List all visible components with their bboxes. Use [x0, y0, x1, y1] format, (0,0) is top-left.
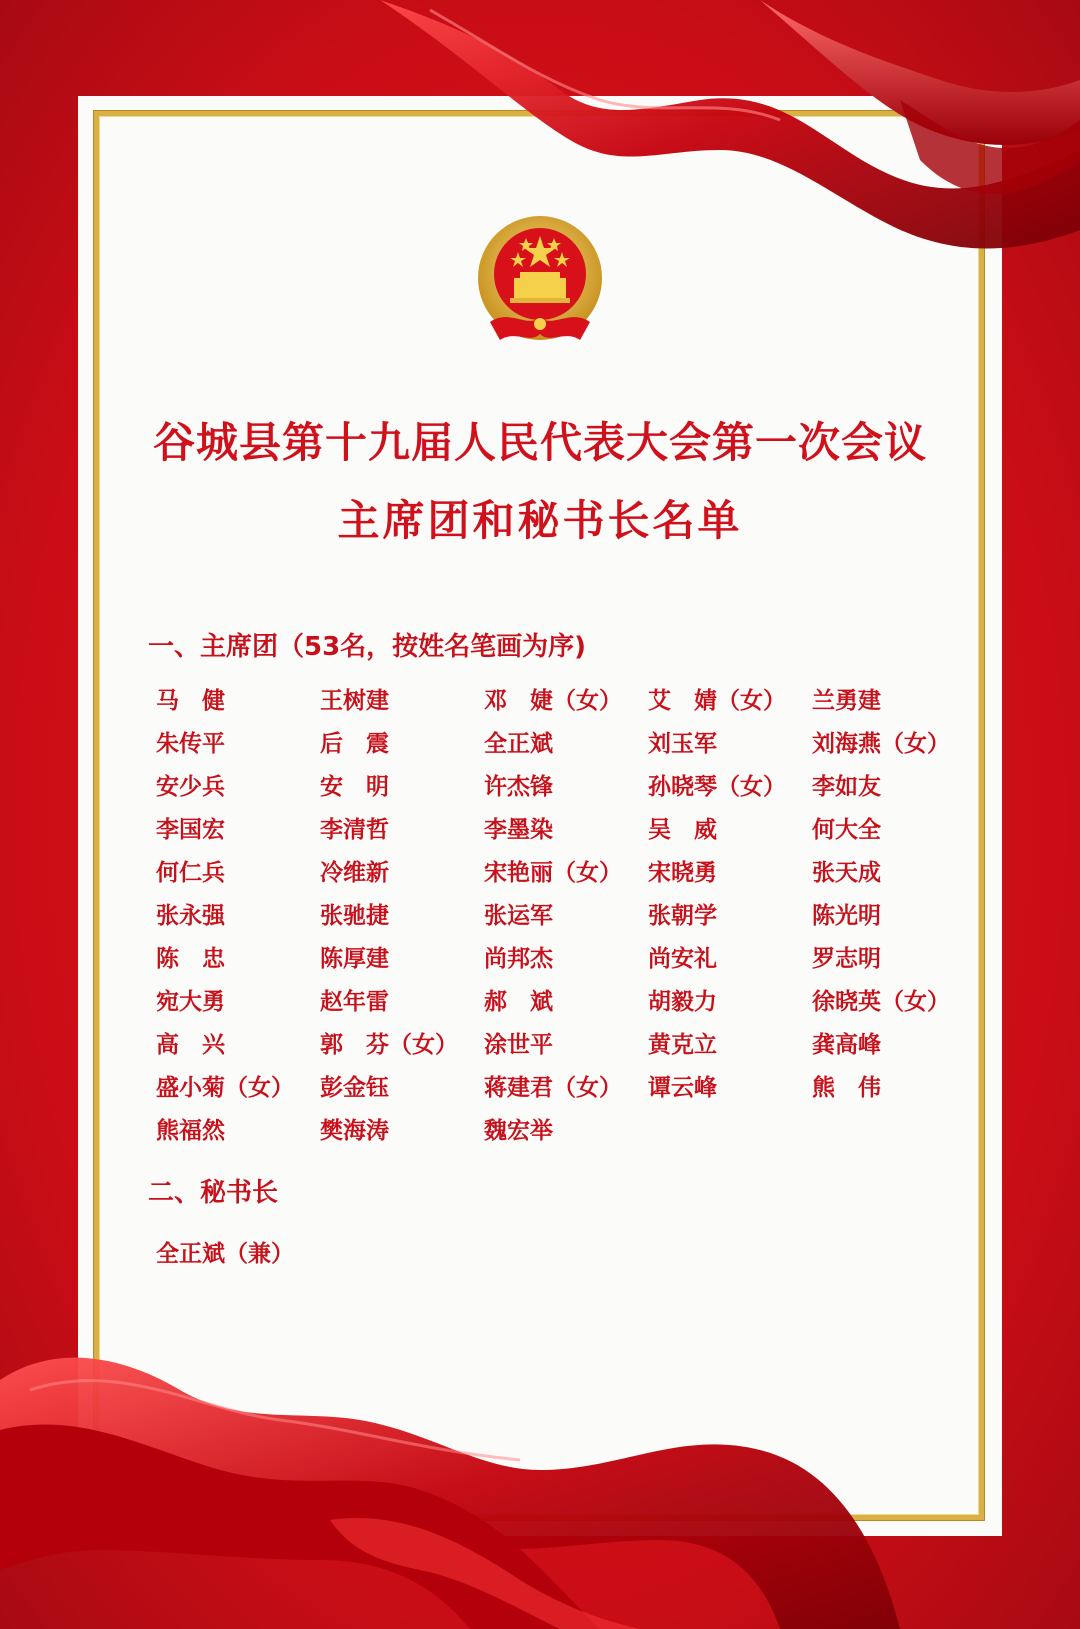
presidium-member: 陈 忠 — [156, 946, 225, 972]
presidium-member: 朱传平 — [156, 731, 225, 757]
ribbon-bottom-left — [0, 1320, 1080, 1629]
presidium-member: 邓 婕（女） — [484, 688, 622, 714]
presidium-member: 宛大勇 — [156, 989, 225, 1015]
document-title: 谷城县第十九届人民代表大会第一次会议 — [152, 418, 927, 467]
presidium-member: 宋艳丽（女） — [484, 860, 622, 886]
presidium-heading: 一、主席团（53名，按姓名笔画为序) — [148, 632, 587, 662]
secretary-name: 全正斌（兼） — [156, 1241, 294, 1267]
presidium-member: 尚安礼 — [648, 946, 717, 972]
presidium-member: 魏宏举 — [484, 1118, 553, 1144]
presidium-name-grid — [156, 686, 976, 1159]
presidium-member: 孙晓琴（女） — [648, 774, 786, 800]
secretary-heading: 二、秘书长 — [148, 1178, 279, 1208]
presidium-member: 涂世平 — [484, 1032, 553, 1058]
presidium-member: 安 明 — [320, 774, 389, 800]
presidium-member: 尚邦杰 — [484, 946, 553, 972]
presidium-member: 张天成 — [812, 860, 881, 886]
presidium-member: 蒋建君（女） — [484, 1075, 622, 1101]
presidium-member: 张运军 — [484, 903, 553, 929]
presidium-member: 吴 威 — [648, 817, 717, 843]
presidium-member: 张朝学 — [648, 903, 717, 929]
presidium-member: 李墨染 — [484, 817, 553, 843]
presidium-member: 马 健 — [156, 688, 225, 714]
presidium-member: 后 震 — [320, 731, 389, 757]
presidium-member: 陈光明 — [812, 903, 881, 929]
presidium-member: 王树建 — [320, 688, 389, 714]
document-subtitle: 主席团和秘书长名单 — [337, 496, 743, 545]
presidium-member: 何仁兵 — [156, 860, 225, 886]
presidium-member: 张驰捷 — [320, 903, 389, 929]
presidium-member: 高 兴 — [156, 1032, 225, 1058]
presidium-member: 熊 伟 — [812, 1075, 881, 1101]
presidium-member: 李清哲 — [320, 817, 389, 843]
presidium-member: 盛小菊（女） — [156, 1075, 294, 1101]
presidium-member: 刘海燕（女） — [812, 731, 950, 757]
presidium-member: 何大全 — [812, 817, 881, 843]
presidium-member: 郭 芬（女） — [320, 1032, 458, 1058]
presidium-member: 全正斌 — [484, 731, 553, 757]
presidium-member: 彭金钰 — [320, 1075, 389, 1101]
presidium-member: 赵年雷 — [320, 989, 389, 1015]
presidium-member: 兰勇建 — [812, 688, 881, 714]
presidium-member: 黄克立 — [648, 1032, 717, 1058]
presidium-member: 安少兵 — [156, 774, 225, 800]
national-emblem-icon — [470, 212, 610, 352]
presidium-member: 许杰锋 — [484, 774, 553, 800]
presidium-member: 张永强 — [156, 903, 225, 929]
presidium-member: 刘玉军 — [648, 731, 717, 757]
presidium-member: 李国宏 — [156, 817, 225, 843]
presidium-member: 龚高峰 — [812, 1032, 881, 1058]
presidium-member: 谭云峰 — [648, 1075, 717, 1101]
presidium-member: 宋晓勇 — [648, 860, 717, 886]
presidium-member: 李如友 — [812, 774, 881, 800]
presidium-member: 樊海涛 — [320, 1118, 389, 1144]
presidium-member: 胡毅力 — [648, 989, 717, 1015]
presidium-member: 郝 斌 — [484, 989, 553, 1015]
presidium-member: 罗志明 — [812, 946, 881, 972]
presidium-member: 徐晓英（女） — [812, 989, 950, 1015]
presidium-member: 陈厚建 — [320, 946, 389, 972]
presidium-member: 熊福然 — [156, 1118, 225, 1144]
presidium-member: 冷维新 — [320, 860, 389, 886]
presidium-member: 艾 婧（女） — [648, 688, 786, 714]
